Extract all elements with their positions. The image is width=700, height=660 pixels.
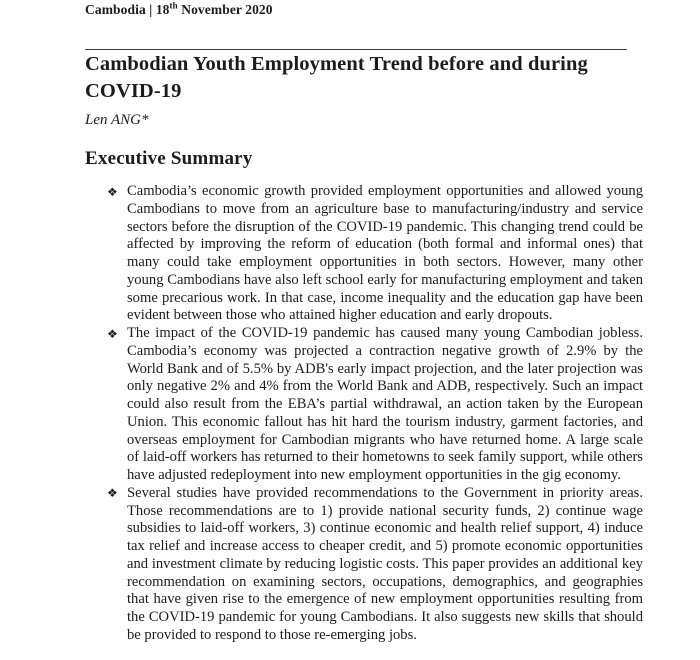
masthead-location-date: Cambodia | 18 (85, 2, 170, 17)
masthead-dateline (85, 2, 273, 18)
diamond-bullet-icon: ❖ (107, 184, 118, 199)
bullet-text: The impact of the COVID-19 pandemic has caused many young Cambodian jobless. Cambodia’s economy was projected a contraction negative growth of 2.9% by the World Bank and of 5.5% by ADB's early impact projection, and the later projection was only negative 2% and 4% from the World Bank and ADB, respectively. Such an impact could also result from the EBA’s partial withdrawal, an action taken by the European Union. This economic fallout has hit hard the tourism industry, garment factories, and overseas employment for Cambodian migrants who have returned home. A large scale of laid-off workers has returned to their hometowns to seek family support, while others have adjusted redeployment into new employment opportunities in the gig economy. (127, 325, 643, 483)
bullet-text: Cambodia’s economic growth provided employment opportunities and allowed young Cambodians to move from an agriculture base to manufacturing/industry and service sectors before the disruption of the COVID-19 pandemic. This changing trend could be affected by improving the reform of education (both formal and informal ones) that many could take employment opportunities in both sectors. However, many other young Cambodians have also left school early for manufacturing employment and taken some precarious work. In that case, income inequality and the education gap have been evident between those who attained higher education and early dropouts. (127, 183, 643, 324)
divider-rule (85, 49, 627, 50)
date-ordinal-superscript: th (169, 0, 178, 11)
diamond-bullet-icon: ❖ (107, 486, 118, 501)
article-title: Cambodian Youth Employment Trend before and during COVID-19 (85, 53, 588, 102)
bullet-item (85, 183, 643, 325)
diamond-bullet-icon: ❖ (107, 326, 118, 341)
section-heading-executive-summary: Executive Summary (85, 148, 253, 169)
bullet-text: Several studies have provided recommendations to the Government in priority areas. Those recommendations are to 1) provide national security funds, 2) continue wage subsidies to laid-off workers, 3) continue economic and health relief support, 4) induce tax relief and increase access to cheaper credit, and 5) promote economic opportunities and investment climate by reducing logistic costs. This paper provides an additional key recommendation on examining sectors, occupations, demographics, and geographies that have given rise to the emergence of new employment opportunities resulting from the COVID-19 pandemic for young Cambodians. It also suggests new skills that should be provided to respond to those re-emerging jobs. (127, 484, 643, 643)
author-byline: Len ANG* (85, 112, 149, 128)
masthead-date-rest: November 2020 (177, 2, 273, 17)
bullet-item (85, 485, 643, 645)
executive-summary-bullet-list (85, 183, 643, 645)
bullet-item (85, 325, 643, 485)
